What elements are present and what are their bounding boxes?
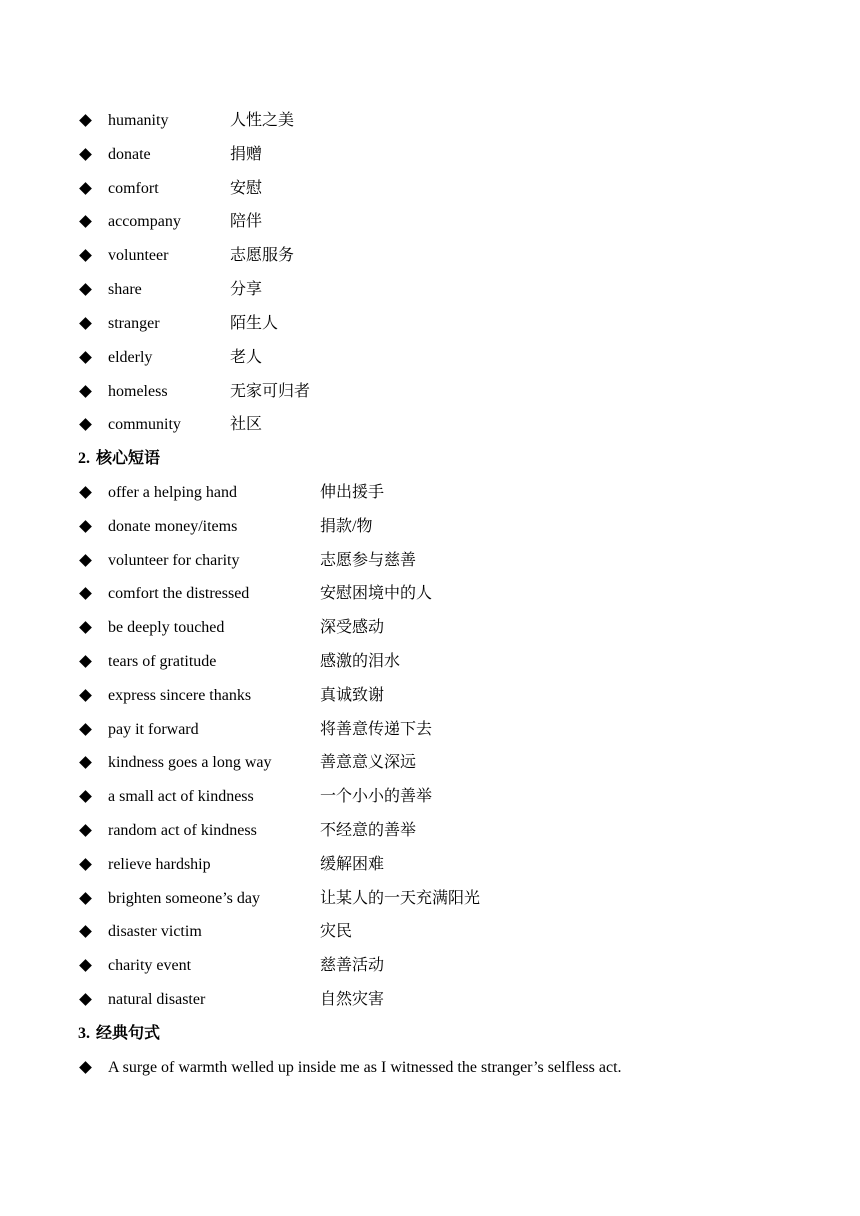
phrase-term: donate money/items (108, 518, 238, 535)
diamond-bullet-icon (78, 780, 94, 814)
section-title: 经典句式 (96, 1025, 161, 1042)
phrase-translation: 一个小小的善举 (320, 788, 433, 805)
diamond-bullet-icon (78, 408, 94, 442)
phrase-translation: 感激的泪水 (320, 653, 401, 670)
diamond-bullet-icon (78, 746, 94, 780)
phrase-term: brighten someone’s day (108, 890, 260, 907)
phrase-term: relieve hardship (108, 856, 211, 873)
phrase-term: tears of gratitude (108, 653, 217, 670)
vocab-term: accompany (108, 213, 181, 230)
phrase-translation: 让某人的一天充满阳光 (320, 890, 481, 907)
diamond-bullet-icon (78, 138, 94, 172)
diamond-bullet-icon (78, 577, 94, 611)
phrase-translation: 捐款/物 (320, 518, 373, 535)
phrase-term: pay it forward (108, 721, 199, 738)
vocab-translation: 人性之美 (230, 112, 295, 129)
vocab-translation: 捐赠 (230, 146, 263, 163)
diamond-bullet-icon (78, 375, 94, 409)
phrase-term: natural disaster (108, 991, 206, 1008)
phrase-translation: 自然灾害 (320, 991, 385, 1008)
diamond-bullet-icon (78, 983, 94, 1017)
vocab-term: homeless (108, 383, 168, 400)
vocab-translation: 无家可归者 (230, 383, 311, 400)
phrase-translation: 灾民 (320, 923, 353, 940)
vocab-translation: 分享 (230, 281, 263, 298)
phrase-translation: 善意意义深远 (320, 754, 417, 771)
diamond-bullet-icon (78, 949, 94, 983)
diamond-bullet-icon (78, 915, 94, 949)
diamond-bullet-icon (78, 645, 94, 679)
vocab-term: comfort (108, 180, 159, 197)
phrase-translation: 深受感动 (320, 619, 385, 636)
vocab-term: community (108, 416, 181, 433)
phrase-translation: 将善意传递下去 (320, 721, 433, 738)
diamond-bullet-icon (78, 882, 94, 916)
diamond-bullet-icon (78, 679, 94, 713)
phrase-term: volunteer for charity (108, 552, 240, 569)
phrase-translation: 志愿参与慈善 (320, 552, 417, 569)
section-heading (78, 442, 160, 476)
section-number: 2. (78, 450, 90, 467)
phrase-translation: 慈善活动 (320, 957, 385, 974)
vocab-translation: 社区 (230, 416, 263, 433)
phrase-term: express sincere thanks (108, 687, 252, 704)
phrase-translation: 真诚致谢 (320, 687, 385, 704)
diamond-bullet-icon (78, 104, 94, 138)
diamond-bullet-icon (78, 544, 94, 578)
diamond-bullet-icon (78, 814, 94, 848)
phrase-translation: 伸出援手 (320, 484, 385, 501)
diamond-bullet-icon (78, 239, 94, 273)
phrase-term: be deeply touched (108, 619, 225, 636)
vocab-term: humanity (108, 112, 169, 129)
vocab-term: volunteer (108, 247, 169, 264)
diamond-bullet-icon (78, 341, 94, 375)
phrase-translation: 不经意的善举 (320, 822, 417, 839)
section-number: 3. (78, 1025, 90, 1042)
diamond-bullet-icon (78, 307, 94, 341)
diamond-bullet-icon (78, 1051, 94, 1085)
diamond-bullet-icon (78, 172, 94, 206)
diamond-bullet-icon (78, 205, 94, 239)
vocab-translation: 安慰 (230, 180, 263, 197)
phrase-translation: 缓解困难 (320, 856, 385, 873)
diamond-bullet-icon (78, 713, 94, 747)
diamond-bullet-icon (78, 476, 94, 510)
section-heading (78, 1017, 160, 1051)
vocab-term: share (108, 281, 142, 298)
vocab-translation: 陪伴 (230, 213, 263, 230)
vocab-term: stranger (108, 315, 160, 332)
phrase-term: a small act of kindness (108, 788, 254, 805)
phrase-term: offer a helping hand (108, 484, 237, 501)
phrase-term: charity event (108, 957, 192, 974)
vocab-term: donate (108, 146, 151, 163)
sentence-text: A surge of warmth welled up inside me as I witnessed the stranger’s selfless act. (108, 1059, 622, 1076)
phrase-term: random act of kindness (108, 822, 257, 839)
vocab-translation: 老人 (230, 349, 263, 366)
phrase-term: comfort the distressed (108, 585, 250, 602)
diamond-bullet-icon (78, 848, 94, 882)
vocab-translation: 志愿服务 (230, 247, 295, 264)
vocab-translation: 陌生人 (230, 315, 279, 332)
section-title: 核心短语 (96, 450, 161, 467)
diamond-bullet-icon (78, 611, 94, 645)
phrase-term: disaster victim (108, 923, 202, 940)
phrase-term: kindness goes a long way (108, 754, 272, 771)
vocab-term: elderly (108, 349, 153, 366)
diamond-bullet-icon (78, 273, 94, 307)
phrase-translation: 安慰困境中的人 (320, 585, 433, 602)
diamond-bullet-icon (78, 510, 94, 544)
